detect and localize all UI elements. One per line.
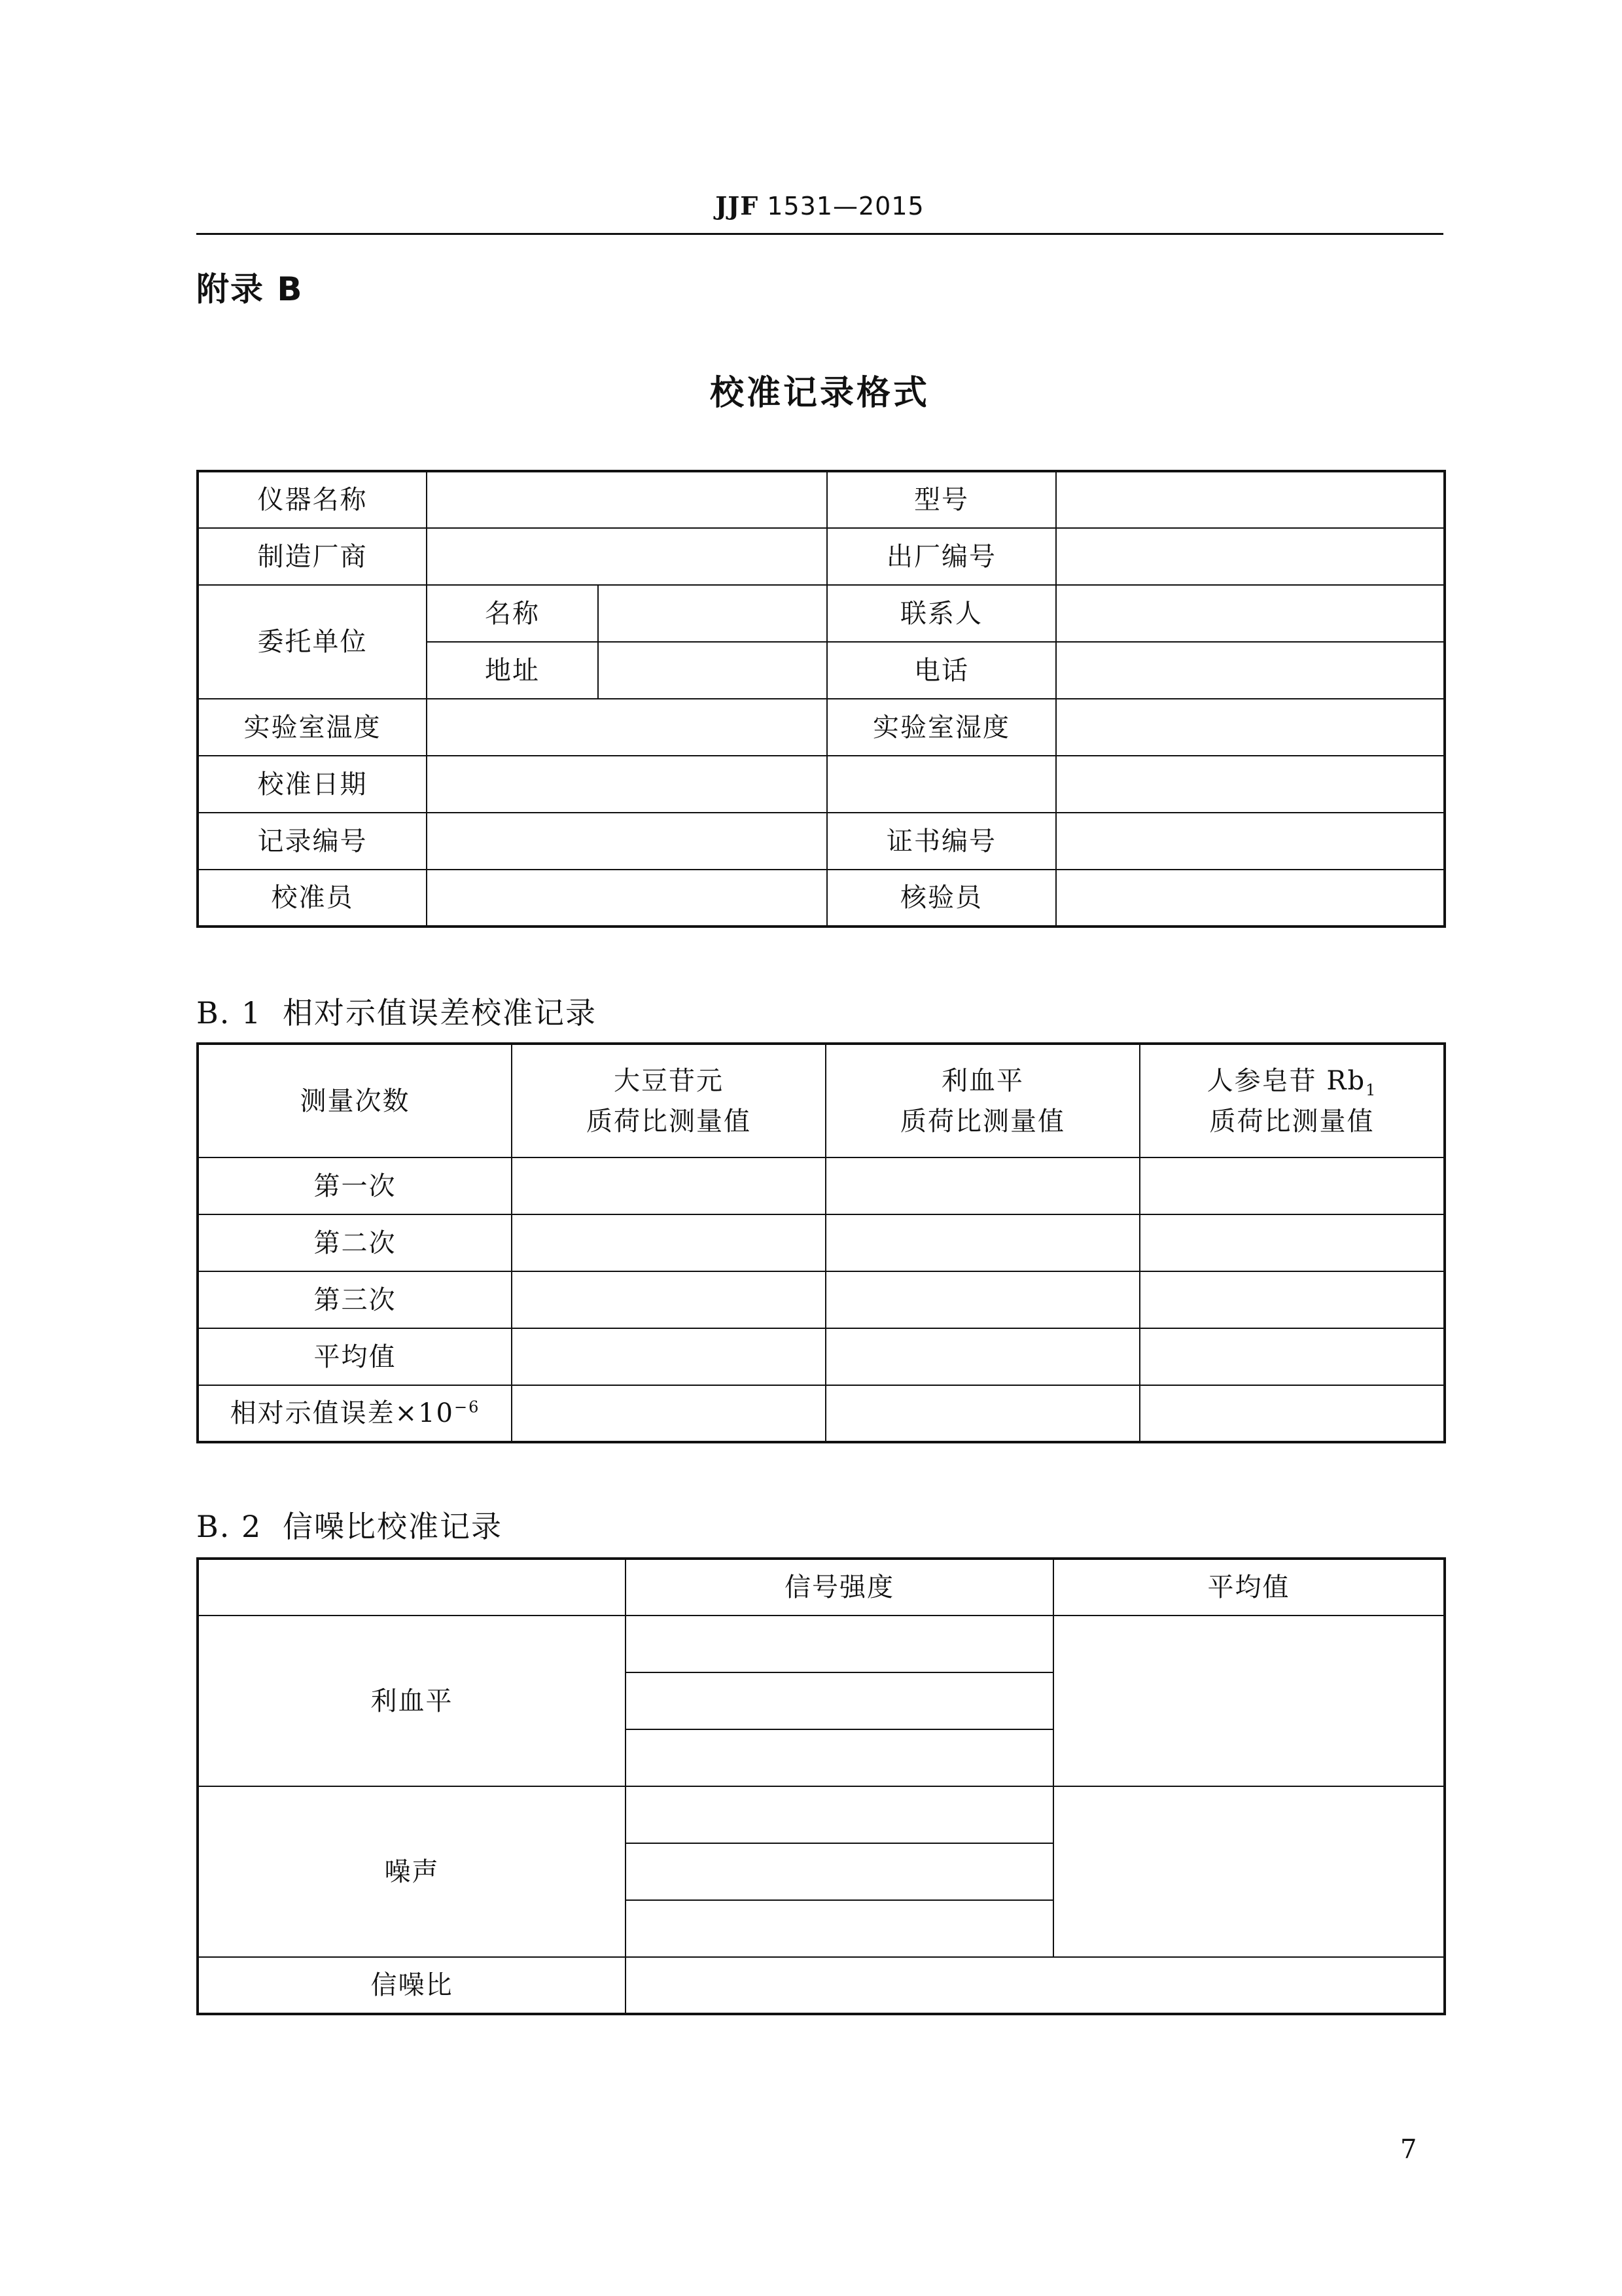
page-title: 校准记录格式 <box>709 374 930 413</box>
cell-label: 实验室湿度 <box>827 699 1056 756</box>
cell-input-average[interactable] <box>1053 1786 1445 1957</box>
cell-input[interactable] <box>1056 642 1445 699</box>
row-label-snr: 信噪比 <box>198 1957 626 2014</box>
cell-input[interactable] <box>1056 870 1445 927</box>
section-b2-heading <box>196 1503 502 1546</box>
header-rule <box>196 233 1443 235</box>
table-row <box>198 699 1445 756</box>
row-label: 第一次 <box>198 1157 512 1214</box>
cell-label: 委托单位 <box>198 585 427 699</box>
ginsenoside-subscript: 1 <box>1366 1080 1377 1099</box>
page-number: 7 <box>1400 2134 1417 2164</box>
cell-label: 制造厂商 <box>198 528 427 585</box>
cell-input[interactable] <box>1140 1157 1445 1214</box>
cell-input[interactable] <box>626 1729 1053 1786</box>
cell-label: 型号 <box>827 471 1056 528</box>
cell-label: 实验室温度 <box>198 699 427 756</box>
col-header-daidzein <box>512 1044 826 1157</box>
cell-input[interactable] <box>1056 813 1445 870</box>
error-label: 相对示值误差×10 <box>230 1398 455 1428</box>
table-header-row <box>198 1044 1445 1157</box>
section-title: 信噪比校准记录 <box>283 1509 502 1544</box>
cell-input[interactable] <box>1056 528 1445 585</box>
cell-label: 核验员 <box>827 870 1056 927</box>
cell-input[interactable] <box>826 1385 1140 1442</box>
cell-input[interactable] <box>427 756 827 813</box>
cell-input[interactable] <box>626 1616 1053 1672</box>
cell-input[interactable] <box>1056 756 1445 813</box>
col-header-signal: 信号强度 <box>626 1559 1053 1616</box>
row-label-reserpine: 利血平 <box>198 1616 626 1786</box>
cell-label: 仪器名称 <box>198 471 427 528</box>
cell-input-average[interactable] <box>1053 1616 1445 1786</box>
cell-input[interactable] <box>427 471 827 528</box>
table-row <box>198 1328 1445 1385</box>
row-label: 第二次 <box>198 1214 512 1271</box>
table-row <box>198 1786 1445 1843</box>
cell-label: 出厂编号 <box>827 528 1056 585</box>
cell-label: 证书编号 <box>827 813 1056 870</box>
standard-number: 1531—2015 <box>767 192 925 221</box>
cell-label: 地址 <box>427 642 598 699</box>
cell-input[interactable] <box>427 870 827 927</box>
info-table <box>196 470 1446 928</box>
col-header-ginsenoside <box>1140 1044 1445 1157</box>
cell-input[interactable] <box>512 1157 826 1214</box>
section-number: B. 1 <box>196 995 262 1031</box>
cell-input[interactable] <box>626 1786 1053 1843</box>
col-header-average: 平均值 <box>1053 1559 1445 1616</box>
cell-input[interactable] <box>826 1271 1140 1328</box>
error-exponent: −6 <box>454 1398 480 1417</box>
col-header-reserpine <box>826 1044 1140 1157</box>
row-label-noise: 噪声 <box>198 1786 626 1957</box>
cell-input[interactable] <box>427 813 827 870</box>
table-row <box>198 1616 1445 1672</box>
cell-input[interactable] <box>512 1385 826 1442</box>
cell-input[interactable] <box>1140 1214 1445 1271</box>
relative-error-table <box>196 1042 1446 1443</box>
section-number: B. 2 <box>196 1509 262 1544</box>
cell-input[interactable] <box>626 1900 1053 1957</box>
cell-input[interactable] <box>826 1328 1140 1385</box>
row-label: 平均值 <box>198 1328 512 1385</box>
ginsenoside-name: 人参皂苷 Rb <box>1207 1065 1366 1096</box>
section-title: 相对示值误差校准记录 <box>283 995 597 1031</box>
table-header-row <box>198 1559 1445 1616</box>
cell-input[interactable] <box>598 585 827 642</box>
col-header-count: 测量次数 <box>198 1044 512 1157</box>
row-label-error <box>198 1385 512 1442</box>
section-b1-heading <box>196 989 597 1033</box>
cell-label: 联系人 <box>827 585 1056 642</box>
table-row <box>198 528 1445 585</box>
table-row <box>198 756 1445 813</box>
cell-input[interactable] <box>512 1214 826 1271</box>
row-label: 第三次 <box>198 1271 512 1328</box>
cell-input[interactable] <box>1140 1385 1445 1442</box>
cell-label: 电话 <box>827 642 1056 699</box>
col-header-line: 质荷比测量值 <box>1209 1106 1375 1137</box>
snr-table <box>196 1557 1446 2015</box>
cell-input[interactable] <box>1140 1271 1445 1328</box>
cell-label: 校准日期 <box>198 756 427 813</box>
table-row <box>198 870 1445 927</box>
cell-label: 记录编号 <box>198 813 427 870</box>
cell-input[interactable] <box>512 1271 826 1328</box>
cell-input[interactable] <box>598 642 827 699</box>
standard-code: JJF <box>715 191 759 221</box>
cell-input[interactable] <box>427 699 827 756</box>
col-header-line: 质荷比测量值 <box>900 1106 1065 1137</box>
cell-label: 校准员 <box>198 870 427 927</box>
table-row <box>198 813 1445 870</box>
table-row <box>198 585 1445 642</box>
cell-input[interactable] <box>1056 699 1445 756</box>
cell-input[interactable] <box>1140 1328 1445 1385</box>
cell-input[interactable] <box>626 1672 1053 1729</box>
page-header <box>196 191 1443 221</box>
appendix-label: 附录 B <box>196 270 304 308</box>
cell-input[interactable] <box>512 1328 826 1385</box>
cell-input[interactable] <box>626 1957 1445 2014</box>
table-row <box>198 1157 1445 1214</box>
col-header-line: 大豆苷元 <box>614 1065 724 1096</box>
table-row <box>198 1385 1445 1442</box>
cell-label: 名称 <box>427 585 598 642</box>
cell-input[interactable] <box>826 1214 1140 1271</box>
col-header-line: 质荷比测量值 <box>586 1106 751 1137</box>
col-header-empty <box>198 1559 626 1616</box>
cell-input[interactable] <box>827 756 1056 813</box>
col-header-line <box>1140 1061 1443 1101</box>
cell-input[interactable] <box>1056 471 1445 528</box>
col-header-line: 利血平 <box>942 1065 1024 1096</box>
table-row <box>198 1957 1445 2014</box>
cell-input[interactable] <box>826 1157 1140 1214</box>
cell-input[interactable] <box>427 528 827 585</box>
table-row <box>198 1271 1445 1328</box>
cell-input[interactable] <box>626 1843 1053 1900</box>
table-row <box>198 1214 1445 1271</box>
cell-input[interactable] <box>1056 585 1445 642</box>
table-row <box>198 471 1445 528</box>
